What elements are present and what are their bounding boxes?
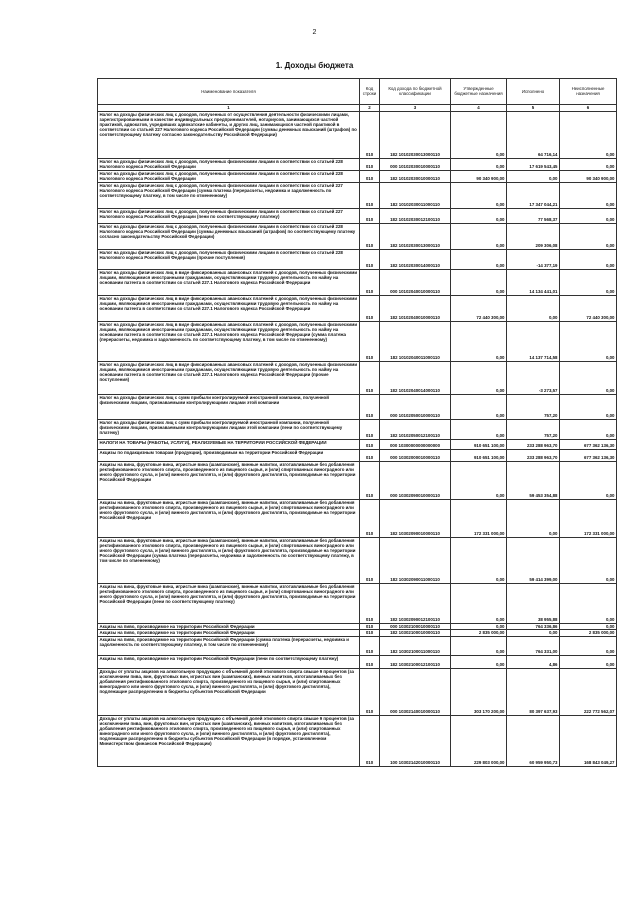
row-executed: 59 453 354,88 — [507, 461, 560, 499]
table-row — [98, 623, 617, 630]
row-unexecuted: 2 835 000,00 — [560, 630, 617, 637]
row-approved: 0,00 — [451, 111, 507, 158]
row-approved: 0,00 — [451, 269, 507, 295]
row-line-code: 010 — [360, 170, 380, 182]
row-name: Налог на доходы физических лиц с доходов, полученных физическими лицами в соответствии со статьей 227 Налогового кодекса Российской Федерации (пени по соответствующему платежу) — [98, 208, 360, 223]
row-unexecuted: 0,00 — [560, 623, 617, 630]
row-line-code: 010 — [360, 499, 380, 537]
row-line-code: 010 — [360, 623, 380, 630]
row-executed: 0,00 — [507, 630, 560, 637]
income-table — [97, 78, 617, 767]
row-unexecuted: 0,00 — [560, 537, 617, 583]
row-executed: 17 347 044,21 — [507, 182, 560, 208]
table-row — [98, 208, 617, 223]
row-approved: 172 331 000,00 — [451, 499, 507, 537]
row-line-code: 010 — [360, 111, 380, 158]
row-approved: 0,00 — [451, 623, 507, 630]
table-row — [98, 499, 617, 537]
row-approved: 910 651 100,00 — [451, 449, 507, 461]
row-name: Налог на доходы физических лиц в виде фиксированных авансовых платежей с доходов, полученных физическими лицами, являющимися иностранными гражданами, осуществляющими трудовую деятельность по найму на основании патента в соответствии со статьей 227.1 Налогового кодекса Российской Федерации — [98, 269, 360, 295]
table-row — [98, 439, 617, 449]
row-line-code: 010 — [360, 630, 380, 637]
row-income-code: 182 10102030013000110 — [380, 111, 451, 158]
table-row — [98, 158, 617, 170]
row-unexecuted: 0,00 — [560, 208, 617, 223]
table-row — [98, 583, 617, 623]
column-number-row — [98, 105, 617, 112]
row-income-code: 000 10302100010000110 — [380, 623, 451, 630]
row-executed: 38 955,88 — [507, 583, 560, 623]
row-line-code: 010 — [360, 537, 380, 583]
row-executed: 233 288 963,70 — [507, 449, 560, 461]
row-approved: 0,00 — [451, 158, 507, 170]
table-row — [98, 182, 617, 208]
row-name: Налог на доходы физических лиц в виде фиксированных авансовых платежей с доходов, полученных физическими лицами, являющимися иностранными гражданами, осуществляющими трудовую деятельность по найму на основании патента в соответствии со статьей 227.1 Налогового кодекса Российской Федерации (прочие поступления) — [98, 361, 360, 394]
row-name: Акцизы на вина, фруктовые вина, игристые вина (шампанские), винные напитки, изготавливаемые без добавления ректификованного этилового спирта, произведенного из пищевого сырья, и (или) спиртованных виноградного или иного фруктового сусла, и (или) винного дистиллята, и (или) фруктового дистиллята, производимые на территории Российской Федерации (сумма платежа (перерасчеты, недоимка и задолженность по соответствующему платежу, в том числе по отмененному) — [98, 537, 360, 583]
row-income-code: 182 10102030012100110 — [380, 208, 451, 223]
row-income-code: 182 10102040011000110 — [380, 321, 451, 361]
row-unexecuted: 0,00 — [560, 419, 617, 439]
row-name: Налог на доходы физических лиц с доходов, полученных физическими лицами в соответствии со статьей 227 Налогового кодекса Российской Федерации (сумма платежа (перерасчеты, недоимка и задолженность по соответствующему платежу, в том числе по отмененному) — [98, 182, 360, 208]
row-unexecuted: 222 772 562,07 — [560, 668, 617, 715]
row-unexecuted: 172 331 000,00 — [560, 499, 617, 537]
row-name: Акцизы на пиво, производимое на территории Российской Федерации (пени по соответствующему платежу) — [98, 655, 360, 668]
row-name: НАЛОГИ НА ТОВАРЫ (РАБОТЫ, УСЛУГИ), РЕАЛИЗУЕМЫЕ НА ТЕРРИТОРИИ РОССИЙСКОЙ ФЕДЕРАЦИИ — [98, 439, 360, 449]
row-name: Акцизы на пиво, производимое на территории Российской Федерации — [98, 630, 360, 637]
row-name: Налог на доходы физических лиц в виде фиксированных авансовых платежей с доходов, полученных физическими лицами, являющимися иностранными гражданами, осуществляющими трудовую деятельность по найму на основании патента в соответствии со статьей 227.1 Налогового кодекса Российской Федерации — [98, 295, 360, 321]
row-income-code: 182 10302090010000110 — [380, 499, 451, 537]
row-approved: 0,00 — [451, 182, 507, 208]
row-line-code: 010 — [360, 583, 380, 623]
table-row — [98, 630, 617, 637]
header-unexecuted: Неисполненные назначения — [560, 79, 617, 105]
header-income-code: Код дохода по бюджетной классификации — [380, 79, 451, 105]
row-line-code: 010 — [360, 419, 380, 439]
table-row — [98, 394, 617, 419]
row-unexecuted: 90 340 900,00 — [560, 170, 617, 182]
row-executed: 80 397 637,93 — [507, 668, 560, 715]
row-income-code: 100 10302142010000110 — [380, 715, 451, 766]
row-income-code: 182 10302100012100110 — [380, 655, 451, 668]
row-income-code: 182 10102050012100110 — [380, 419, 451, 439]
row-income-code: 182 10302090012100110 — [380, 583, 451, 623]
table-row — [98, 111, 617, 158]
table-row — [98, 461, 617, 499]
row-line-code: 010 — [360, 449, 380, 461]
row-line-code: 010 — [360, 636, 380, 655]
row-approved: 90 340 900,00 — [451, 170, 507, 182]
row-name: Налог на доходы физических лиц с доходов, полученных физическими лицами в соответствии со статьей 228 Налогового кодекса Российской Федерации — [98, 170, 360, 182]
row-executed: 764 336,86 — [507, 623, 560, 630]
row-unexecuted: 0,00 — [560, 249, 617, 269]
row-approved: 0,00 — [451, 223, 507, 249]
row-approved: 0,00 — [451, 583, 507, 623]
row-approved: 0,00 — [451, 361, 507, 394]
table-row — [98, 715, 617, 766]
row-line-code: 010 — [360, 668, 380, 715]
row-line-code: 010 — [360, 361, 380, 394]
row-executed: 17 619 543,45 — [507, 158, 560, 170]
row-name: Налог на доходы физических лиц с доходов, полученных физическими лицами в соответствии со статьей 228 Налогового кодекса Российской Федерации (прочие поступления) — [98, 249, 360, 269]
row-name: Доходы от уплаты акцизов на алкогольную продукцию с объемной долей этилового спирта свыше 9 процентов (за исключением пива, вин, фруктовых вин, игристых вин (шампанских), винных напитков, изготавливаемых без добавления ректификованного этилового спирта, произведенного из пищевого сырья, и (или) спиртованных виноградного или иного фруктового сусла, и (или) винного дистиллята, и (или) фруктового дистиллята), подлежащие распределению в бюджеты субъектов Российской Федерации — [98, 668, 360, 715]
header-approved: Утвержденные бюджетные назначения — [451, 79, 507, 105]
row-line-code: 010 — [360, 655, 380, 668]
row-executed: 757,20 — [507, 394, 560, 419]
row-income-code: 182 10102040010000110 — [380, 295, 451, 321]
table-row — [98, 223, 617, 249]
column-number: 2 — [360, 105, 380, 112]
row-approved: 303 170 200,00 — [451, 668, 507, 715]
page-title: 1. Доходы бюджета — [275, 61, 354, 70]
row-approved: 72 440 300,00 — [451, 295, 507, 321]
row-line-code: 010 — [360, 182, 380, 208]
row-unexecuted: 0,00 — [560, 583, 617, 623]
page-number: 2 — [312, 29, 317, 36]
row-line-code: 010 — [360, 439, 380, 449]
row-unexecuted: 168 843 049,27 — [560, 715, 617, 766]
row-approved: 229 803 000,00 — [451, 715, 507, 766]
column-number: 6 — [560, 105, 617, 112]
row-executed: 4,86 — [507, 655, 560, 668]
row-executed: 64 716,14 — [507, 111, 560, 158]
row-executed: 0,00 — [507, 170, 560, 182]
row-income-code: 182 10102030013000110 — [380, 223, 451, 249]
row-line-code: 010 — [360, 158, 380, 170]
row-approved: 0,00 — [451, 655, 507, 668]
row-executed: 757,20 — [507, 419, 560, 439]
row-executed: -3 273,57 — [507, 361, 560, 394]
row-approved: 2 835 000,00 — [451, 630, 507, 637]
table-row — [98, 668, 617, 715]
row-approved: 0,00 — [451, 636, 507, 655]
row-name: Налог на доходы физических лиц с доходов, полученных от осуществления деятельности физическими лицами, зарегистрированными в качестве индивидуальных предпринимателей, нотариусов, занимающихся частной практикой, адвокатов, учредивших адвокатские кабинеты, и других лиц, занимающихся частной практикой в соответствии со статьей 227 Налогового кодекса Российской Федерации (суммы денежных взысканий (штрафов) по соответствующему платежу согласно законодательству Российской Федерации) — [98, 111, 360, 158]
row-executed: 14 134 441,01 — [507, 269, 560, 295]
row-executed: 0,00 — [507, 295, 560, 321]
row-unexecuted: 0,00 — [560, 655, 617, 668]
row-unexecuted: 0,00 — [560, 461, 617, 499]
row-income-code: 182 10302100010000110 — [380, 630, 451, 637]
row-executed: -14 377,19 — [507, 249, 560, 269]
row-line-code: 010 — [360, 249, 380, 269]
row-line-code: 010 — [360, 269, 380, 295]
row-name: Акцизы на пиво, производимое на территории Российской Федерации (сумма платежа (перерасчеты, недоимка и задолженность по соответствующему платежу, в том числе по отмененному) — [98, 636, 360, 655]
row-unexecuted: 0,00 — [560, 361, 617, 394]
row-approved: 0,00 — [451, 461, 507, 499]
row-name: Акцизы на пиво, производимое на территории Российской Федерации — [98, 623, 360, 630]
row-income-code: 000 10302000010000110 — [380, 449, 451, 461]
row-unexecuted: 0,00 — [560, 321, 617, 361]
row-name: Налог на доходы физических лиц с сумм прибыли контролируемой иностранной компании, полученной физическими лицами, признаваемыми контролирующими лицами этой компании — [98, 394, 360, 419]
column-number: 5 — [507, 105, 560, 112]
row-approved: 0,00 — [451, 249, 507, 269]
table-header-row — [98, 79, 617, 105]
row-executed: 77 568,37 — [507, 208, 560, 223]
row-line-code: 010 — [360, 461, 380, 499]
table-row — [98, 170, 617, 182]
row-name: Акцизы на вина, фруктовые вина, игристые вина (шампанские), винные напитки, изготавливаемые без добавления ректификованного этилового спирта, произведенного из пищевого сырья, и (или) спиртованных виноградного или иного фруктового сусла, и (или) винного дистиллята, и (или) фруктового дистиллята, производимые на территории Российской Федерации — [98, 499, 360, 537]
row-name: Налог на доходы физических лиц в виде фиксированных авансовых платежей с доходов, полученных физическими лицами, являющимися иностранными гражданами, осуществляющими трудовую деятельность по найму на основании патента в соответствии со статьей 227.1 Налогового кодекса Российской Федерации (сумма платежа (перерасчеты, недоимка и задолженность по соответствующему платежу, в том числе по отмененному) — [98, 321, 360, 361]
row-approved: 0,00 — [451, 208, 507, 223]
row-unexecuted: 0,00 — [560, 223, 617, 249]
table-row — [98, 537, 617, 583]
row-income-code: 182 10102040014000110 — [380, 361, 451, 394]
row-line-code: 010 — [360, 394, 380, 419]
row-unexecuted: 0,00 — [560, 636, 617, 655]
row-name: Налог на доходы физических лиц с доходов, полученных физическими лицами в соответствии со статьей 228 Налогового кодекса Российской Федерации (суммы денежных взысканий (штрафов) по соответствующему платежу согласно законодательству Российской Федерации) — [98, 223, 360, 249]
row-income-code: 000 10102030010000110 — [380, 158, 451, 170]
row-executed: 14 137 714,58 — [507, 321, 560, 361]
row-income-code: 182 10302100011000110 — [380, 636, 451, 655]
row-unexecuted: 0,00 — [560, 182, 617, 208]
row-income-code: 000 10302140010000110 — [380, 668, 451, 715]
row-income-code: 000 10302090010000110 — [380, 461, 451, 499]
row-income-code: 182 10302090011000110 — [380, 537, 451, 583]
row-income-code: 182 10102030014000110 — [380, 249, 451, 269]
row-unexecuted: 0,00 — [560, 394, 617, 419]
row-unexecuted: 0,00 — [560, 158, 617, 170]
row-name: Акцизы по подакцизным товарам (продукции), производимым на территории Российской Федерации — [98, 449, 360, 461]
row-name: Налог на доходы физических лиц с сумм прибыли контролируемой иностранной компании, полученной физическими лицами, признаваемыми контролирующими лицами этой компании (пени по соответствующему платежу) — [98, 419, 360, 439]
row-line-code: 010 — [360, 295, 380, 321]
table-row — [98, 449, 617, 461]
row-executed: 209 306,08 — [507, 223, 560, 249]
row-approved: 910 651 100,00 — [451, 439, 507, 449]
row-unexecuted: 0,00 — [560, 111, 617, 158]
table-row — [98, 419, 617, 439]
row-income-code: 182 10102030010000110 — [380, 170, 451, 182]
row-approved: 0,00 — [451, 537, 507, 583]
row-line-code: 010 — [360, 715, 380, 766]
row-unexecuted: 72 440 300,00 — [560, 295, 617, 321]
row-income-code: 182 10102030011000110 — [380, 182, 451, 208]
row-executed: 60 959 950,73 — [507, 715, 560, 766]
row-income-code: 000 10102050010000110 — [380, 394, 451, 419]
row-unexecuted: 677 362 136,30 — [560, 449, 617, 461]
table-row — [98, 636, 617, 655]
table-row — [98, 249, 617, 269]
row-unexecuted: 0,00 — [560, 269, 617, 295]
header-executed: Исполнено — [507, 79, 560, 105]
row-name: Акцизы на вина, фруктовые вина, игристые вина (шампанские), винные напитки, изготавливаемые без добавления ректификованного этилового спирта, произведенного из пищевого сырья, и (или) спиртованных виноградного или иного фруктового сусла, и (или) винного дистиллята, и (или) фруктового дистиллята, производимые на территории Российской Федерации (пени по соответствующему платежу) — [98, 583, 360, 623]
row-name: Налог на доходы физических лиц с доходов, полученных физическими лицами в соответствии со статьей 228 Налогового кодекса Российской Федерации — [98, 158, 360, 170]
row-approved: 0,00 — [451, 394, 507, 419]
row-approved: 0,00 — [451, 419, 507, 439]
row-line-code: 010 — [360, 208, 380, 223]
table-row — [98, 321, 617, 361]
row-executed: 0,00 — [507, 499, 560, 537]
column-number: 4 — [451, 105, 507, 112]
header-indicator-name: Наименование показателя — [98, 79, 360, 105]
table-row — [98, 361, 617, 394]
row-line-code: 010 — [360, 321, 380, 361]
column-number: 3 — [380, 105, 451, 112]
column-number: 1 — [98, 105, 360, 112]
row-approved: 0,00 — [451, 321, 507, 361]
row-name: Доходы от уплаты акцизов на алкогольную продукцию с объемной долей этилового спирта свыше 9 процентов (за исключением пива, вин, фруктовых вин, игристых вин (шампанских), винных напитков, изготавливаемых без добавления ректификованного этилового спирта, произведенного из пищевого сырья, и (или) спиртованных виноградного или иного фруктового сусла, и (или) винного дистиллята, и (или) фруктового дистиллята), подлежащие распределению в бюджеты субъектов Российской Федерации (в порядке, установленном Министерством финансов Российской Федерации) — [98, 715, 360, 766]
table-row — [98, 655, 617, 668]
row-executed: 59 414 399,00 — [507, 537, 560, 583]
table-body — [98, 111, 617, 766]
row-executed: 764 331,00 — [507, 636, 560, 655]
row-income-code: 000 10102040010000110 — [380, 269, 451, 295]
header-line-code: Код строки — [360, 79, 380, 105]
row-executed: 233 288 963,70 — [507, 439, 560, 449]
row-name: Акцизы на вина, фруктовые вина, игристые вина (шампанские), винные напитки, изготавливаемые без добавления ректификованного этилового спирта, произведенного из пищевого сырья, и (или) спиртованных виноградного или иного фруктового сусла, и (или) винного дистиллята, и (или) фруктового дистиллята, производимые на территории Российской Федерации — [98, 461, 360, 499]
row-unexecuted: 677 362 136,30 — [560, 439, 617, 449]
row-line-code: 010 — [360, 223, 380, 249]
table-row — [98, 269, 617, 295]
table-row — [98, 295, 617, 321]
row-income-code: 000 10300000000000000 — [380, 439, 451, 449]
